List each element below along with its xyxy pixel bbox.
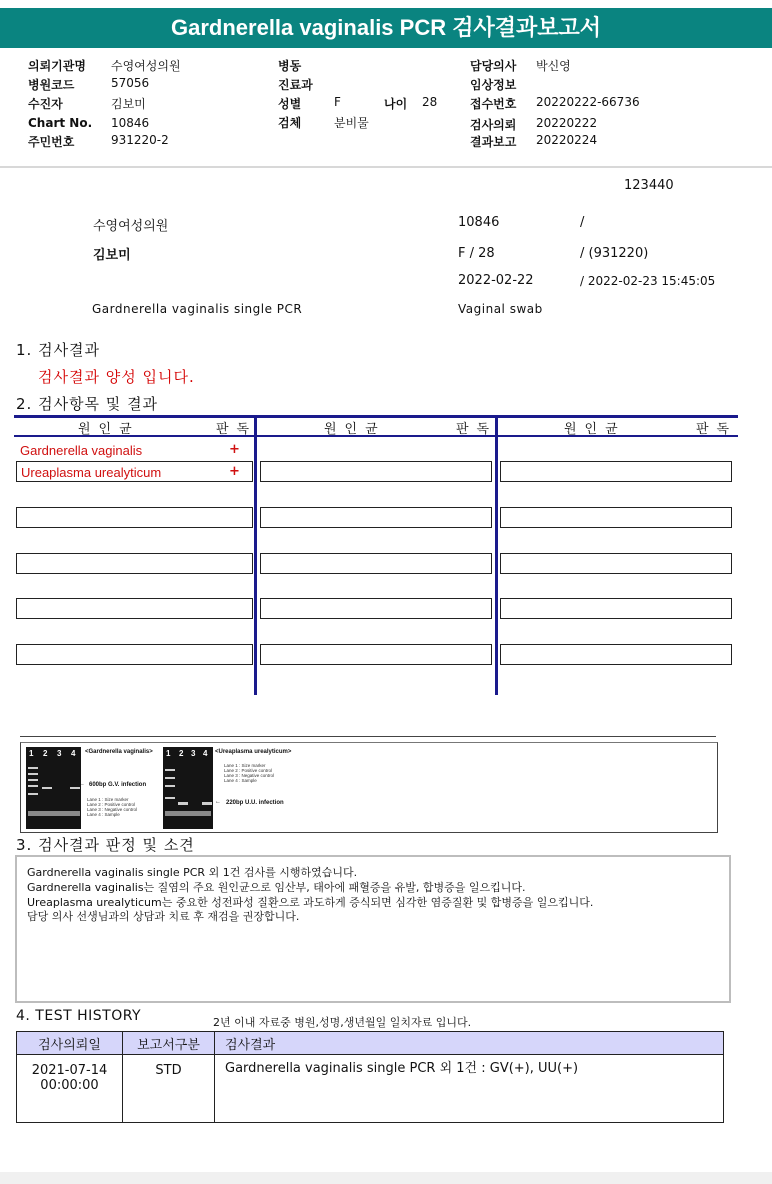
gel-band xyxy=(42,787,52,789)
history-date-cell xyxy=(17,1055,123,1123)
opinion-line: Gardnerella vaginalis는 질염의 주요 원인균으로 임산부, 태아에 패혈증을 유발, 합병증을 일으킵니다. xyxy=(27,881,526,894)
result-judgment: + xyxy=(229,464,240,479)
gel-band xyxy=(165,811,211,816)
lane-legend: Lane 1 : Size marker xyxy=(224,763,266,768)
chart-label: Chart No. xyxy=(28,116,93,130)
rrn-label: 주민번호 xyxy=(28,135,75,149)
lane-number: 3 xyxy=(57,749,62,758)
report-value: 20220224 xyxy=(536,133,598,147)
report-title: Gardnerella vaginalis PCR 검사결과보고서 xyxy=(0,8,772,48)
result-cell xyxy=(500,598,732,619)
receipt-value: 20220222-66736 xyxy=(536,95,640,109)
summary-chart: 10846 xyxy=(458,215,500,230)
specimen-value: 분비물 xyxy=(334,116,369,130)
result-cell xyxy=(260,507,492,528)
report-label: 결과보고 xyxy=(470,135,517,149)
result-cell xyxy=(16,644,253,665)
gel-image-panel xyxy=(20,742,718,833)
summary-slash: / xyxy=(580,215,585,230)
ward-label: 병동 xyxy=(278,59,302,73)
gel-band xyxy=(165,797,175,799)
col-header-judgment-2: 판독 xyxy=(456,422,498,437)
grid-divider-2 xyxy=(495,415,498,695)
history-result: Gardnerella vaginalis single PCR 외 1건 : GV(+), UU(+) xyxy=(215,1055,724,1123)
footer-band xyxy=(0,1172,772,1184)
gel-band xyxy=(28,811,80,816)
grid-divider-1 xyxy=(254,415,257,695)
summary-sex-age: F / 28 xyxy=(458,246,495,261)
section2-title: 2. 검사항목 및 결과 xyxy=(16,395,159,413)
age-label: 나이 xyxy=(384,97,408,111)
summary-report-datetime: / 2022-02-23 15:45:05 xyxy=(580,274,716,288)
result-cell xyxy=(260,553,492,574)
gel-band xyxy=(165,769,175,771)
lane-legend: Lane 3 : Negative control xyxy=(224,773,275,778)
lane-number: 3 xyxy=(191,749,196,758)
opinion-line: Ureaplasma urealyticum는 중요한 성전파성 질환으로 과도하게 증식되면 심각한 염증질환 및 합병증을 일으킵니다. xyxy=(27,896,594,909)
uu-gel-image xyxy=(163,747,213,829)
hospital-value: 수영여성의원 xyxy=(111,59,181,73)
col-header-pathogen-1: 원인균 xyxy=(78,422,140,437)
gv-gel-image xyxy=(26,747,81,829)
table-row xyxy=(17,1055,724,1123)
rrn-value: 931220-2 xyxy=(111,133,169,147)
summary-patient: 김보미 xyxy=(93,248,131,263)
gv-band-label: 600bp G.V. infection xyxy=(89,782,147,788)
result-cell xyxy=(16,507,253,528)
result-cell xyxy=(500,553,732,574)
result-cell xyxy=(16,598,253,619)
age-value: 28 xyxy=(422,95,438,109)
request-value: 20220222 xyxy=(536,116,598,130)
specimen-label: 검체 xyxy=(278,116,302,130)
summary-hospital: 수영여성의원 xyxy=(93,219,169,234)
hospital-label: 의뢰기관명 xyxy=(28,59,86,73)
gv-gel-title: <Gardnerella vaginalis> xyxy=(85,749,153,755)
result-cell xyxy=(16,553,253,574)
history-type: STD xyxy=(123,1055,215,1123)
hospital-code-label: 병원코드 xyxy=(28,78,75,92)
lane-number: 4 xyxy=(203,749,208,758)
hospital-code-value: 57056 xyxy=(111,76,150,90)
summary-specimen: Vaginal swab xyxy=(458,302,543,316)
opinion-line: 담당 의사 선생님과의 상담과 치료 후 재검을 권장합니다. xyxy=(27,910,300,923)
gel-band xyxy=(70,787,80,789)
section3-title: 3. 검사결과 판정 및 소견 xyxy=(16,836,195,854)
result-pathogen-name: Gardnerella vaginalis xyxy=(20,443,143,458)
lane-legend: Lane 2 : Positive control xyxy=(87,802,136,807)
summary-birth: / (931220) xyxy=(580,246,649,261)
doctor-label: 담당의사 xyxy=(470,59,517,73)
history-col-header: 검사결과 xyxy=(215,1032,724,1055)
lane-number: 1 xyxy=(29,749,34,758)
gel-band xyxy=(165,777,175,779)
history-col-header: 검사의뢰일 xyxy=(17,1032,123,1055)
result-cell xyxy=(500,644,732,665)
history-col-header: 보고서구분 xyxy=(123,1032,215,1055)
result-cell xyxy=(500,507,732,528)
lane-number: 2 xyxy=(43,749,48,758)
col-header-judgment-1: 판독 xyxy=(216,422,258,437)
col-header-pathogen-3: 원인균 xyxy=(564,422,626,437)
gel-band xyxy=(165,785,175,787)
result-pathogen-name: Ureaplasma urealyticum xyxy=(21,465,162,480)
opinion-box xyxy=(15,855,731,1003)
history-date: 2021-07-14 xyxy=(31,1063,108,1078)
result-cell xyxy=(500,461,732,482)
patient-label: 수진자 xyxy=(28,97,63,111)
gel-band xyxy=(28,793,38,795)
lane-number: 4 xyxy=(71,749,76,758)
gel-band xyxy=(28,785,38,787)
result-cell xyxy=(260,461,492,482)
opinion-line: Gardnerella vaginalis single PCR 외 1건 검사를 시행하였습니다. xyxy=(27,866,358,879)
header-divider xyxy=(0,166,772,168)
sex-value: F xyxy=(334,95,341,109)
lane-number: 1 xyxy=(166,749,171,758)
gel-band xyxy=(178,802,188,805)
lane-number: 2 xyxy=(179,749,184,758)
summary-test-name: Gardnerella vaginalis single PCR xyxy=(92,302,303,316)
gel-band xyxy=(28,773,38,775)
lane-legend: Lane 4 : Sample xyxy=(87,812,120,817)
history-header-row xyxy=(17,1032,724,1055)
lane-legend: Lane 3 : Negative control xyxy=(87,807,138,812)
arrow-icon: ← xyxy=(79,781,85,787)
result-cell xyxy=(260,598,492,619)
lane-legend: Lane 1 : Size marker xyxy=(87,797,129,802)
gel-top-rule xyxy=(20,736,716,737)
gel-band xyxy=(202,802,212,805)
lane-legend: Lane 4 : Sample xyxy=(224,778,257,783)
test-history-table xyxy=(16,1031,724,1123)
clinical-label: 임상정보 xyxy=(470,78,517,92)
col-header-pathogen-2: 원인균 xyxy=(324,422,386,437)
result-statement: 검사결과 양성 입니다. xyxy=(38,368,195,386)
patient-value: 김보미 xyxy=(111,97,146,111)
section4-title: 4. TEST HISTORY xyxy=(16,1008,142,1024)
sex-label: 성별 xyxy=(278,97,302,111)
summary-request-date: 2022-02-22 xyxy=(458,273,534,288)
col-header-judgment-3: 판독 xyxy=(696,422,738,437)
result-judgment: + xyxy=(229,442,240,457)
doctor-value: 박신영 xyxy=(536,59,571,73)
receipt-label: 접수번호 xyxy=(470,97,517,111)
uu-band-label: 220bp U.U. infection xyxy=(226,800,284,806)
gel-band xyxy=(28,779,38,781)
history-time: 00:00:00 xyxy=(40,1078,99,1093)
summary-code: 123440 xyxy=(624,178,674,193)
request-label: 검사의뢰 xyxy=(470,118,517,132)
result-cell xyxy=(260,644,492,665)
dept-label: 진료과 xyxy=(278,78,313,92)
arrow-icon: ← xyxy=(215,799,221,805)
history-note: 2년 이내 자료중 병원,성명,생년월일 일치자료 입니다. xyxy=(213,1016,472,1029)
chart-value: 10846 xyxy=(111,116,150,130)
uu-gel-title: <Ureaplasma urealyticum> xyxy=(215,749,292,755)
lane-legend: Lane 2 : Positive control xyxy=(224,768,273,773)
gel-band xyxy=(28,767,38,769)
section1-title: 1. 검사결과 xyxy=(16,341,101,359)
